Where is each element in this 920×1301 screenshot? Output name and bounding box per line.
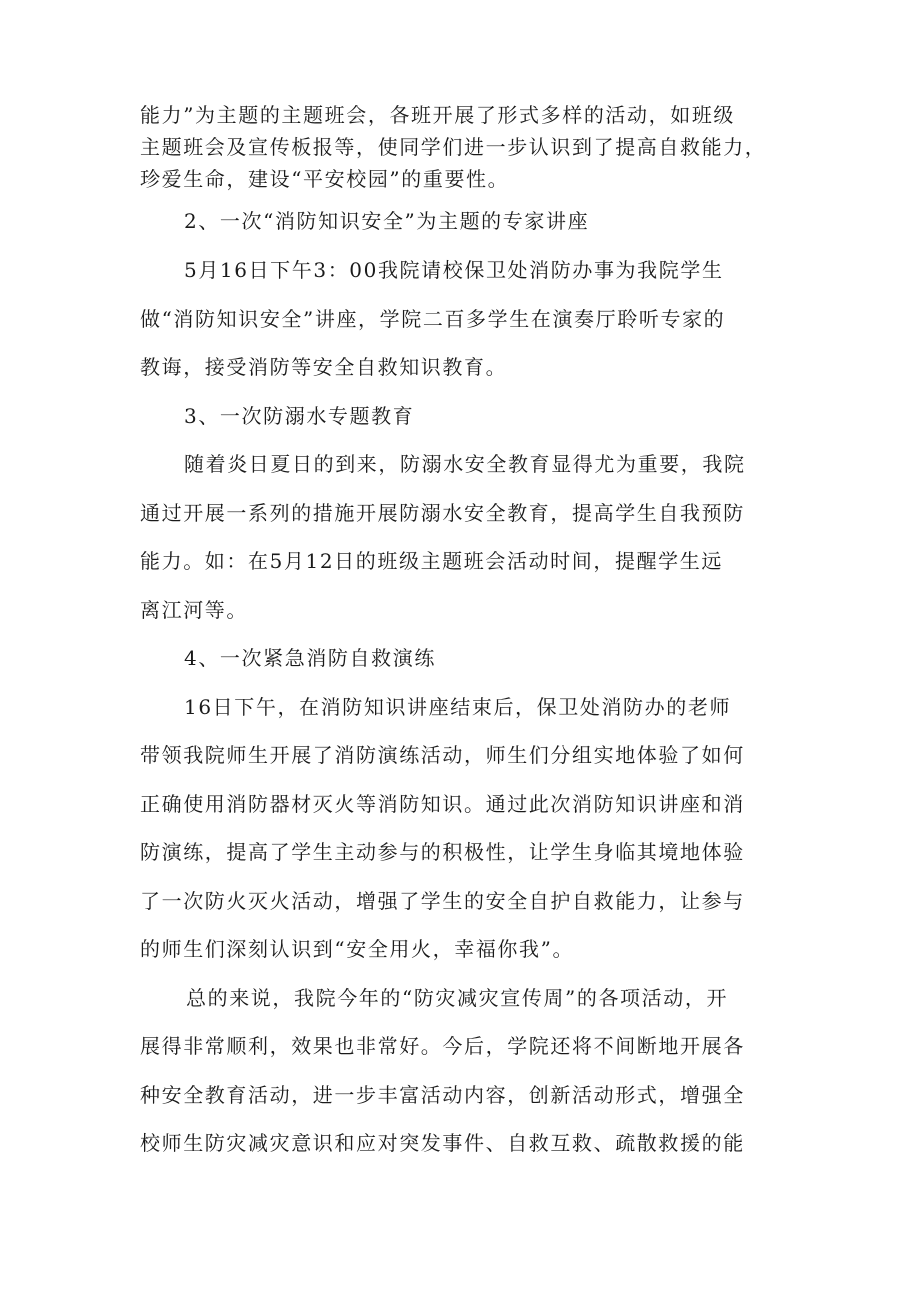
text-line: 随着炎日夏日的到来，防溺水安全教育显得尤为重要，我院 [184, 452, 746, 476]
text-line: 16日下午，在消防知识讲座结束后，保卫处消防办的老师 [184, 695, 732, 719]
text-line: 离江河等。 [140, 598, 248, 622]
text-line: 做“消防知识安全”讲座，学院二百多学生在演奏厅聆听专家的 [140, 307, 726, 331]
text-line: 教诲，接受消防等安全自救知识教育。 [140, 355, 508, 379]
section-heading: 2、一次“消防知识安全”为主题的专家讲座 [184, 209, 590, 233]
text-line: 正确使用消防器材灭火等消防知识。通过此次消防知识讲座和消 [140, 792, 745, 816]
text-line: 了一次防火灭火活动，增强了学生的安全自护自救能力，让参与 [140, 889, 745, 913]
text-line: 主题班会及宣传板报等，使同学们进一步认识到了提高自救能力， [140, 135, 767, 159]
text-line: 5月16日下午3：00我院请校保卫处消防办事为我院学生 [184, 258, 724, 282]
text-line: 展得非常顺利，效果也非常好。今后，学院还将不间断地开展各 [140, 1034, 745, 1058]
section-heading: 4、一次紧急消防自救演练 [184, 646, 436, 670]
text-line: 种安全教育活动，进一步丰富活动内容，创新活动形式，增强全 [140, 1083, 745, 1107]
text-line: 通过开展一系列的措施开展防溺水安全教育，提高学生自我预防 [140, 501, 745, 525]
section-heading: 3、一次防溺水专题教育 [184, 404, 415, 428]
text-line: 能力”为主题的主题班会，各班开展了形式多样的活动，如班级 [140, 103, 736, 127]
text-line: 的师生们深刻认识到“安全用火，幸福你我”。 [140, 937, 575, 961]
text-line: 防演练，提高了学生主动参与的积极性，让学生身临其境地体验 [140, 840, 745, 864]
text-line: 校师生防灾减灾意识和应对突发事件、自救互救、疏散救援的能 [140, 1131, 745, 1155]
text-line: 珍爱生命，建设“平安校园”的重要性。 [140, 167, 510, 191]
text-line: 带领我院师生开展了消防演练活动，师生们分组实地体验了如何 [140, 743, 745, 767]
text-line: 总的来说，我院今年的“防灾减灾宣传周”的各项活动，开 [186, 986, 729, 1010]
text-line: 能力。如：在5月12日的班级主题班会活动时间，提醒学生远 [140, 549, 723, 573]
